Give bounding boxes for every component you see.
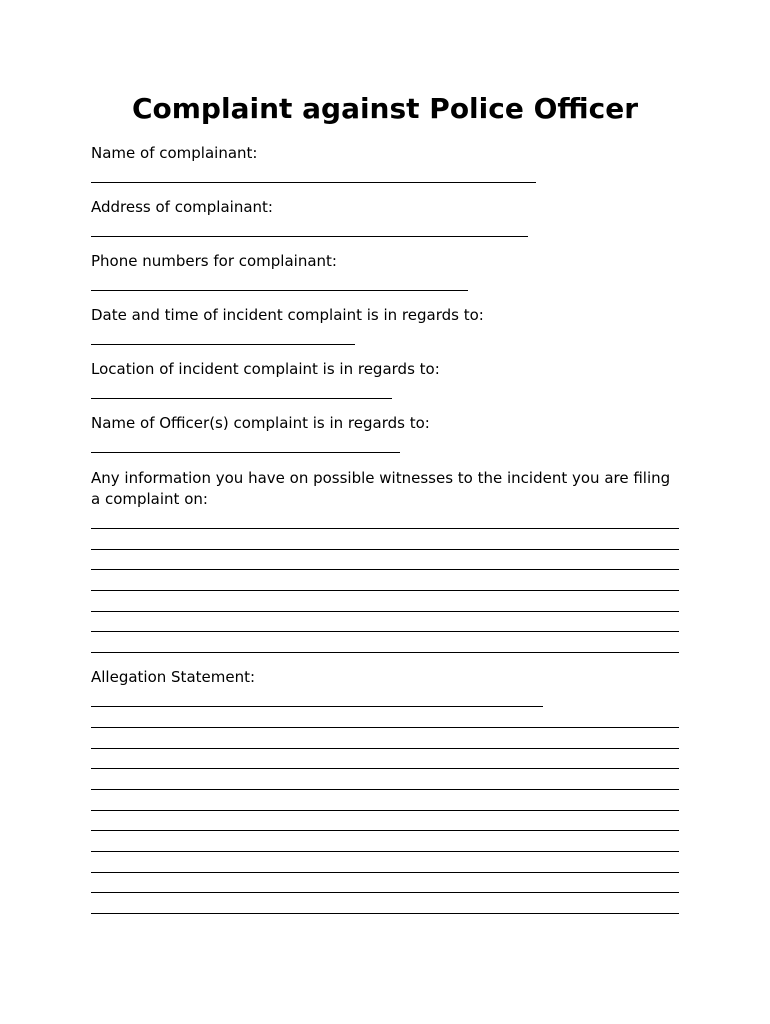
complainant-address-label: Address of complainant:	[91, 198, 273, 216]
witness-info-line[interactable]	[91, 611, 679, 612]
incident-datetime-label: Date and time of incident complaint is in regards to:	[91, 306, 484, 324]
allegation-statement-line[interactable]	[91, 748, 679, 749]
allegation-statement-line[interactable]	[91, 789, 679, 790]
witness-info-line[interactable]	[91, 549, 679, 550]
allegation-statement-line[interactable]	[91, 706, 543, 707]
complainant-name-label: Name of complainant:	[91, 144, 258, 162]
witness-info-label: Any information you have on possible witnesses to the incident you are filing a complaint on:	[91, 469, 671, 508]
allegation-statement-line[interactable]	[91, 913, 679, 914]
complainant-address-line[interactable]	[91, 236, 528, 237]
witness-info-line[interactable]	[91, 631, 679, 632]
allegation-statement-line[interactable]	[91, 768, 679, 769]
witness-info-line[interactable]	[91, 590, 679, 591]
witness-info-line[interactable]	[91, 528, 679, 529]
incident-datetime-line[interactable]	[91, 344, 355, 345]
allegation-statement-line[interactable]	[91, 830, 679, 831]
incident-location-line[interactable]	[91, 398, 392, 399]
allegation-statement-line[interactable]	[91, 810, 679, 811]
allegation-statement-line[interactable]	[91, 892, 679, 893]
allegation-statement-line[interactable]	[91, 872, 679, 873]
witness-info-line[interactable]	[91, 569, 679, 570]
complainant-phone-label: Phone numbers for complainant:	[91, 252, 337, 270]
officer-names-label: Name of Officer(s) complaint is in regards to:	[91, 414, 430, 432]
allegation-statement-label: Allegation Statement:	[91, 668, 256, 686]
complainant-phone-line[interactable]	[91, 290, 468, 291]
witness-info-line[interactable]	[91, 652, 679, 653]
allegation-statement-line[interactable]	[91, 851, 679, 852]
form-title: Complaint against Police Officer	[131, 92, 639, 125]
allegation-statement-line[interactable]	[91, 727, 679, 728]
incident-location-label: Location of incident complaint is in regards to:	[91, 360, 440, 378]
officer-names-line[interactable]	[91, 452, 400, 453]
complainant-name-line[interactable]	[91, 182, 536, 183]
